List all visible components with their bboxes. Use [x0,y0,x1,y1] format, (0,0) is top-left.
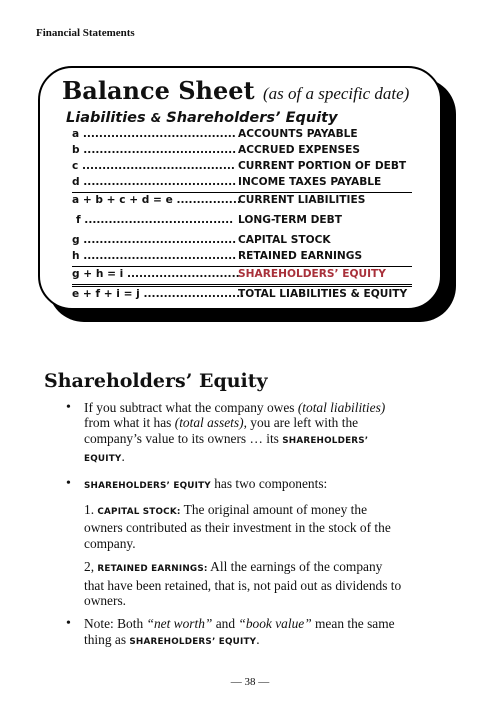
row-accrued-expenses [72,144,424,160]
row-retained-earnings [72,250,424,266]
row-key: g ...................................... [72,234,237,246]
text: (total liabilities) [297,400,386,415]
row-key: c ...................................... [72,160,235,172]
row-current-liabilities [72,194,424,210]
row-accounts-payable [72,128,424,144]
balance-rows [72,128,424,304]
row-income-taxes-payable [72,176,424,192]
bullet-note [64,616,404,650]
row-key: a + b + c + d = e ................ [72,194,241,206]
text: 2, [84,559,98,575]
bullet-components [64,476,404,494]
row-key: b ...................................... [72,144,237,156]
term: RETAINED EARNINGS: [97,564,208,575]
row-label: CURRENT LIABILITIES [238,194,366,206]
heading-amp: & [150,111,162,125]
text: “net worth” [146,616,213,632]
component-retained-earnings [64,559,404,608]
bullet-icon: • [66,616,71,632]
text: The original amount of money the owners contributed as their investment in the stock of the company. [84,502,391,551]
component-capital-stock [64,502,404,551]
row-capital-stock [72,234,424,250]
balance-sheet-title [62,76,409,105]
bullet-list [64,400,404,658]
row-key: d ...................................... [72,176,237,188]
row-key: f ..................................... [76,214,234,226]
page-number: — 38 — [230,676,270,688]
term: SHAREHOLDERS’ EQUITY [84,435,369,465]
balance-sheet-card [38,66,442,310]
row-long-term-debt [72,214,424,230]
row-label: CURRENT PORTION OF DEBT [238,160,407,172]
text: “book value” [238,616,312,632]
divider [72,266,412,267]
row-label: RETAINED EARNINGS [238,250,363,262]
text: Note: Both [84,616,147,632]
row-shareholders-equity [72,268,424,284]
term: SHAREHOLDERS’ EQUITY [84,480,211,491]
row-total-liabilities-equity [72,288,424,304]
running-head: Financial Statements [36,27,135,39]
text: If you subtract what the company owes [84,400,298,415]
text: from what it has [84,415,175,431]
row-label: ACCOUNTS PAYABLE [238,128,358,140]
row-label: ACCRUED EXPENSES [238,144,360,156]
row-current-portion-debt [72,160,424,176]
row-key: e + f + i = j ......................... [72,288,245,300]
row-key: h ...................................... [72,250,237,262]
row-label: CAPITAL STOCK [238,234,331,246]
text: , you are left with the company’s value to its owners … its [84,415,359,446]
text: mean the same thing as [84,616,395,647]
section-title: Shareholders’ Equity [44,370,268,392]
text: has two components: [210,475,328,491]
text: All the earnings of the company that have been retained, that is, not paid out as dividends to owners. [84,559,402,609]
divider [72,192,412,193]
text: (total assets) [174,415,244,431]
text: 1. [84,502,98,518]
row-label: LONG-TERM DEBT [238,214,342,226]
row-key: a ...................................... [72,128,236,140]
term: CAPITAL STOCK: [97,507,181,518]
row-label: INCOME TAXES PAYABLE [238,176,382,188]
row-label: TOTAL LIABILITIES & EQUITY [238,288,408,300]
row-key: g + h = i ............................ [72,268,240,280]
heading-part1: Liabilities [66,110,146,126]
title-text: Balance Sheet [62,76,255,105]
text: . [256,631,260,647]
row-label: SHAREHOLDERS’ EQUITY [238,268,386,280]
text: . [121,449,125,465]
text: and [212,616,239,632]
title-subtitle: (as of a specific date) [262,84,410,103]
double-divider [72,284,412,287]
term: SHAREHOLDERS’ EQUITY [129,636,257,647]
liabilities-heading [66,110,338,126]
heading-part2: Shareholders’ Equity [166,110,338,126]
bullet-icon: • [66,400,71,415]
bullet-icon: • [66,475,71,491]
bullet-subtract [64,400,404,468]
